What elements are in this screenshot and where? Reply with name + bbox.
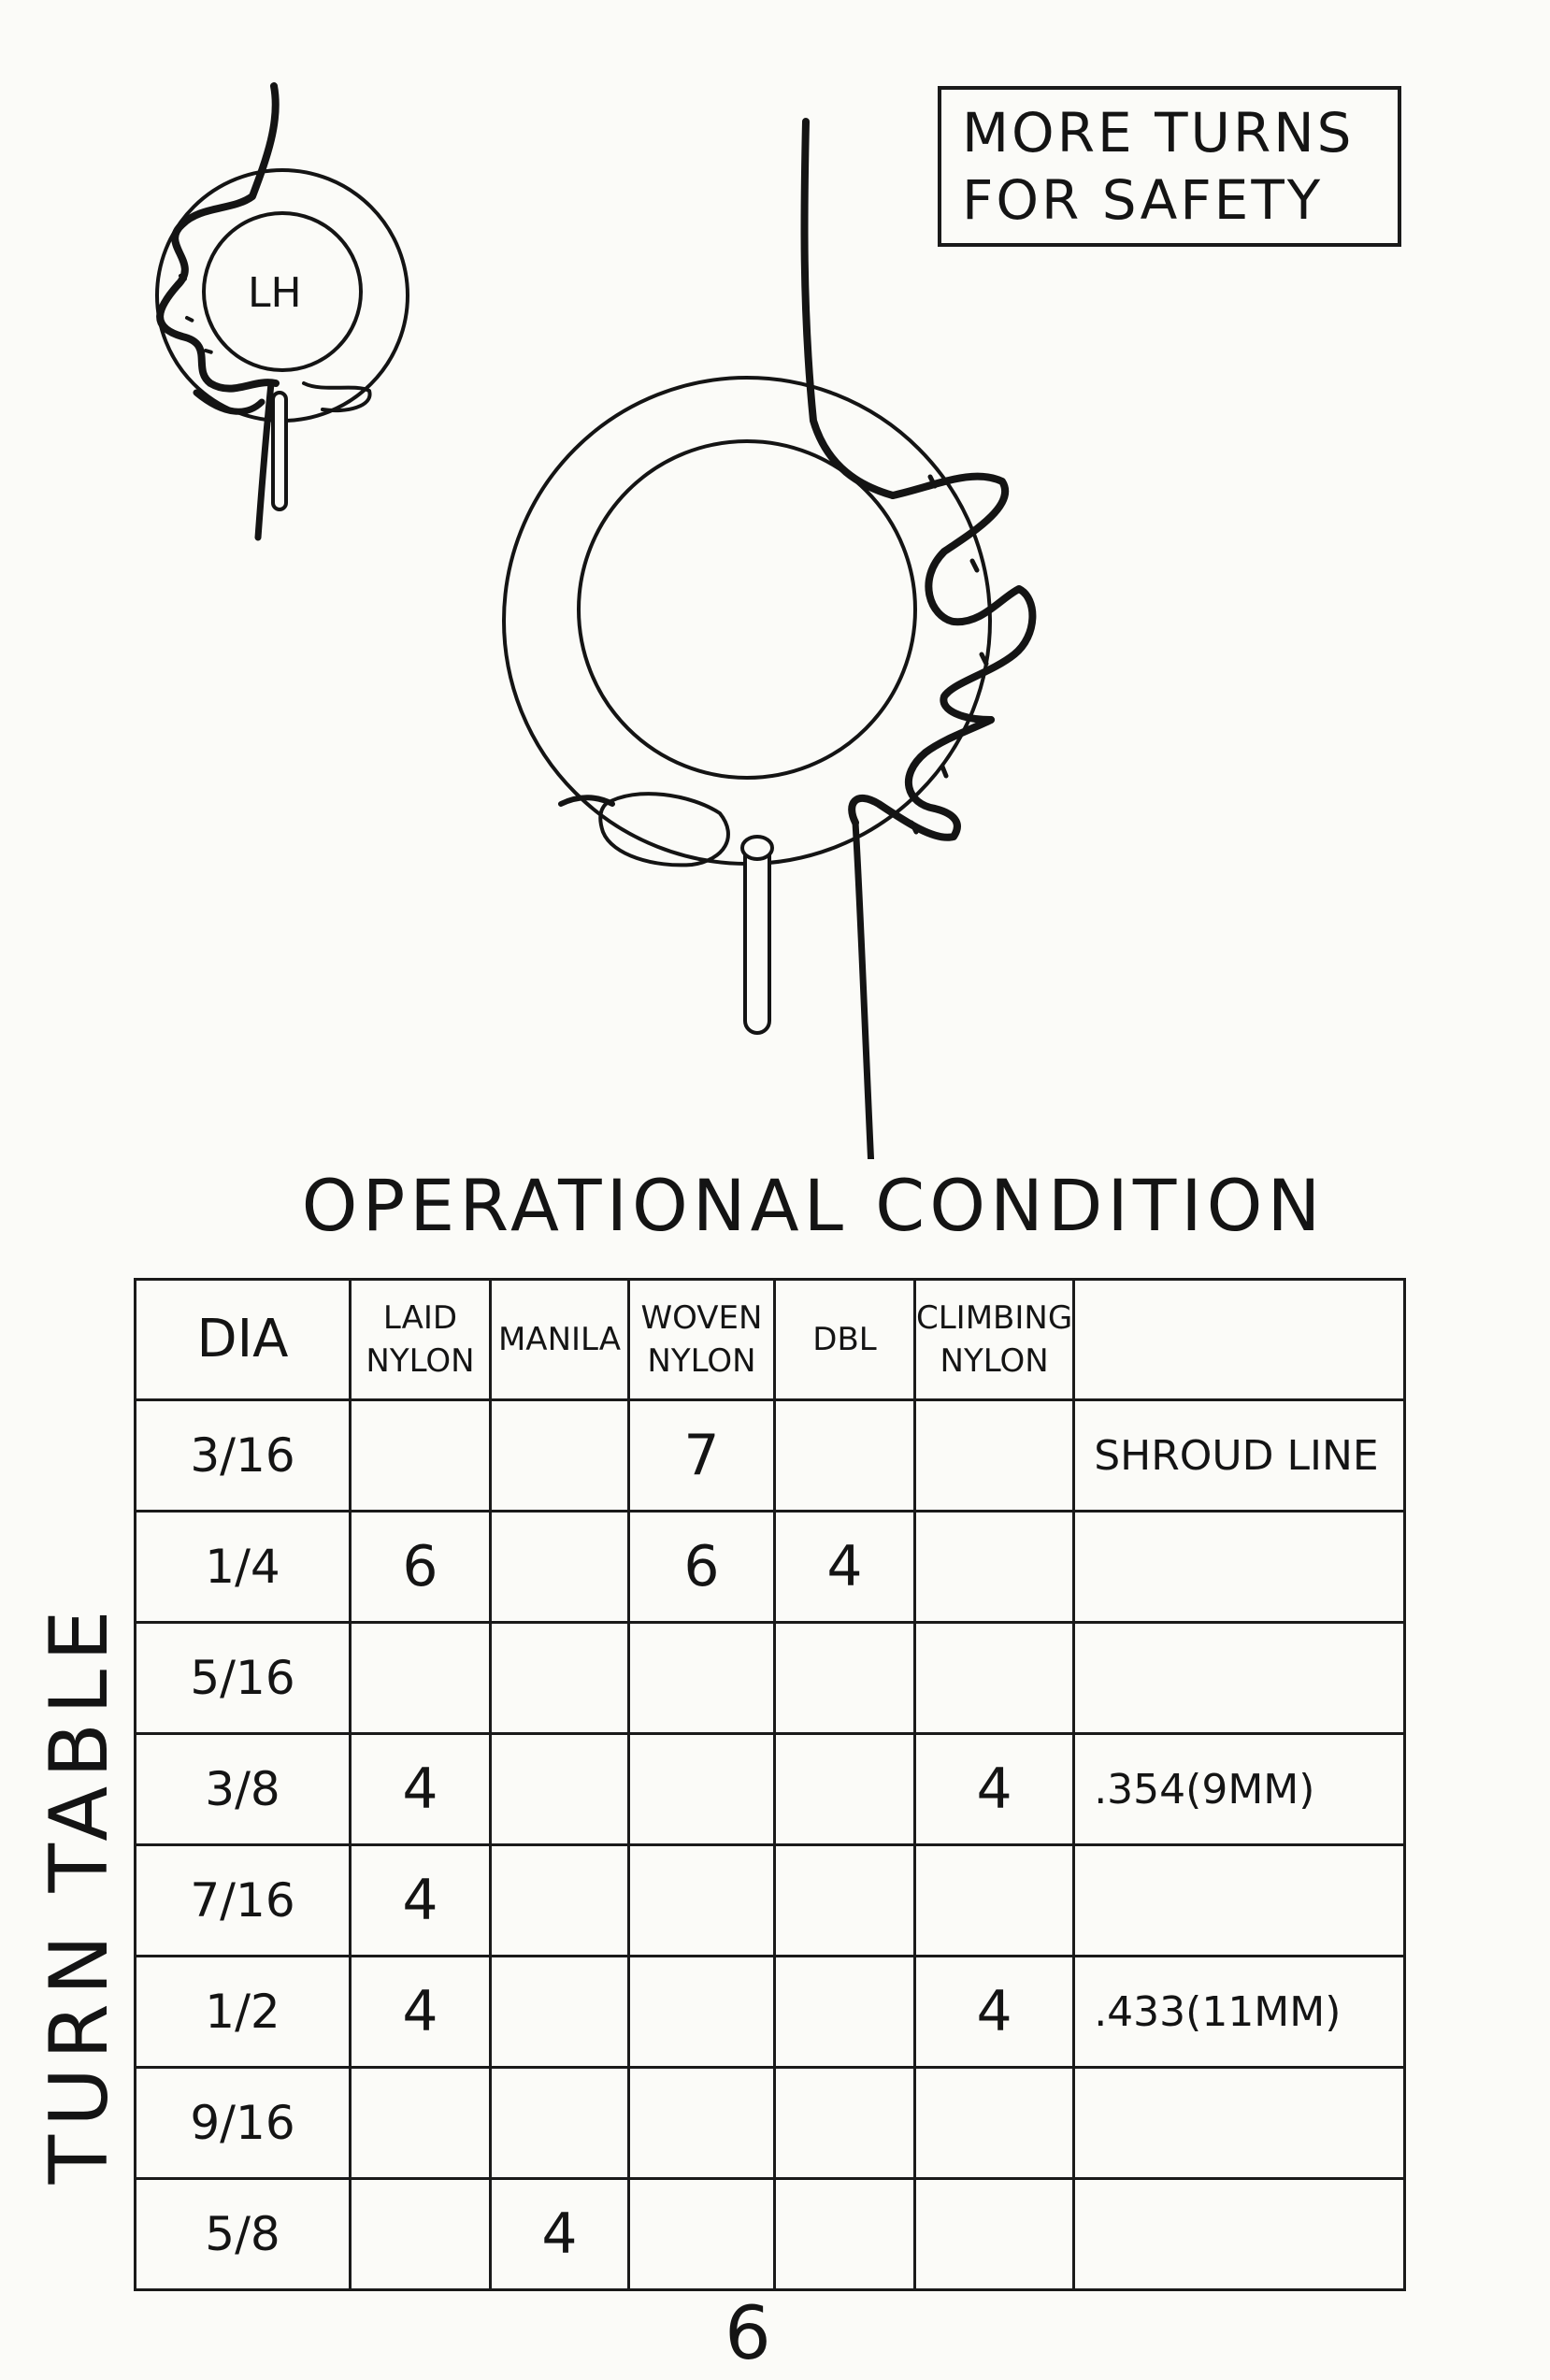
cell-dbl	[775, 1957, 915, 2068]
cell-climbing-nylon	[915, 1400, 1074, 1512]
cell-woven-nylon	[629, 1734, 775, 1845]
cell-note: SHROUD LINE	[1074, 1400, 1405, 1512]
table-row	[136, 1845, 1405, 1957]
table-row	[136, 1957, 1405, 2068]
cell-dia: 1/4	[136, 1512, 351, 1623]
small-ring-lh	[157, 86, 408, 538]
header-climbing-nylon: CLIMBING NYLON	[915, 1280, 1074, 1400]
cell-laid-nylon: 4	[351, 1957, 491, 2068]
cell-woven-nylon	[629, 1845, 775, 1957]
cell-dia: 3/16	[136, 1400, 351, 1512]
table-row	[136, 1734, 1405, 1845]
cell-manila	[491, 2068, 629, 2179]
cell-dbl	[775, 1734, 915, 1845]
page-number: 6	[725, 2292, 771, 2376]
table-row	[136, 1623, 1405, 1734]
cell-manila	[491, 1845, 629, 1957]
cell-laid-nylon	[351, 2068, 491, 2179]
safety-note-box	[938, 86, 1401, 247]
table-row	[136, 2068, 1405, 2179]
cell-dia: 5/16	[136, 1623, 351, 1734]
cell-note: .433(11MM)	[1074, 1957, 1405, 2068]
header-dbl: DBL	[775, 1280, 915, 1400]
table-row	[136, 1400, 1405, 1512]
table-header-row	[136, 1280, 1405, 1400]
cell-climbing-nylon	[915, 2179, 1074, 2290]
side-label-text: TURN TABLE	[33, 1601, 126, 2185]
cell-woven-nylon	[629, 1957, 775, 2068]
cell-climbing-nylon: 4	[915, 1957, 1074, 2068]
cell-note	[1074, 1845, 1405, 1957]
turn-table	[134, 1278, 1406, 2291]
header-laid-nylon: LAID NYLON	[351, 1280, 491, 1400]
cell-dia: 9/16	[136, 2068, 351, 2179]
small-ring-label: LH	[248, 269, 302, 317]
cell-dia: 5/8	[136, 2179, 351, 2290]
cell-woven-nylon: 6	[629, 1512, 775, 1623]
cell-woven-nylon: 7	[629, 1400, 775, 1512]
cell-climbing-nylon	[915, 1623, 1074, 1734]
cell-dbl	[775, 1400, 915, 1512]
cell-laid-nylon	[351, 1400, 491, 1512]
cell-laid-nylon	[351, 1623, 491, 1734]
cell-manila	[491, 1400, 629, 1512]
cell-manila: 4	[491, 2179, 629, 2290]
cell-woven-nylon	[629, 1623, 775, 1734]
cell-manila	[491, 1623, 629, 1734]
header-notes	[1074, 1280, 1405, 1400]
cell-woven-nylon	[629, 2179, 775, 2290]
cell-note	[1074, 1512, 1405, 1623]
cell-note	[1074, 1623, 1405, 1734]
cell-note	[1074, 2068, 1405, 2179]
cell-manila	[491, 1734, 629, 1845]
cell-climbing-nylon	[915, 1845, 1074, 1957]
cell-laid-nylon: 4	[351, 1734, 491, 1845]
table-row	[136, 2179, 1405, 2290]
cell-dbl	[775, 1845, 915, 1957]
header-manila: MANILA	[491, 1280, 629, 1400]
cell-dia: 1/2	[136, 1957, 351, 2068]
cell-note: .354(9MM)	[1074, 1734, 1405, 1845]
cell-laid-nylon: 6	[351, 1512, 491, 1623]
cell-dia: 3/8	[136, 1734, 351, 1845]
header-dia: DIA	[136, 1280, 351, 1400]
header-woven-nylon: WOVEN NYLON	[629, 1280, 775, 1400]
cell-dbl	[775, 1623, 915, 1734]
safety-note-line-2: FOR SAFETY	[962, 168, 1324, 232]
cell-dbl: 4	[775, 1512, 915, 1623]
cell-dbl	[775, 2068, 915, 2179]
cell-dia: 7/16	[136, 1845, 351, 1957]
cell-laid-nylon	[351, 2179, 491, 2290]
table-row	[136, 1512, 1405, 1623]
cell-climbing-nylon: 4	[915, 1734, 1074, 1845]
large-ring	[504, 122, 1032, 1159]
cell-manila	[491, 1957, 629, 2068]
cell-manila	[491, 1512, 629, 1623]
section-title: OPERATIONAL CONDITION	[301, 1164, 1326, 1247]
cell-note	[1074, 2179, 1405, 2290]
cell-climbing-nylon	[915, 1512, 1074, 1623]
cell-laid-nylon: 4	[351, 1845, 491, 1957]
cell-dbl	[775, 2179, 915, 2290]
safety-note-line-1: MORE TURNS	[962, 101, 1355, 165]
cell-climbing-nylon	[915, 2068, 1074, 2179]
cell-woven-nylon	[629, 2068, 775, 2179]
